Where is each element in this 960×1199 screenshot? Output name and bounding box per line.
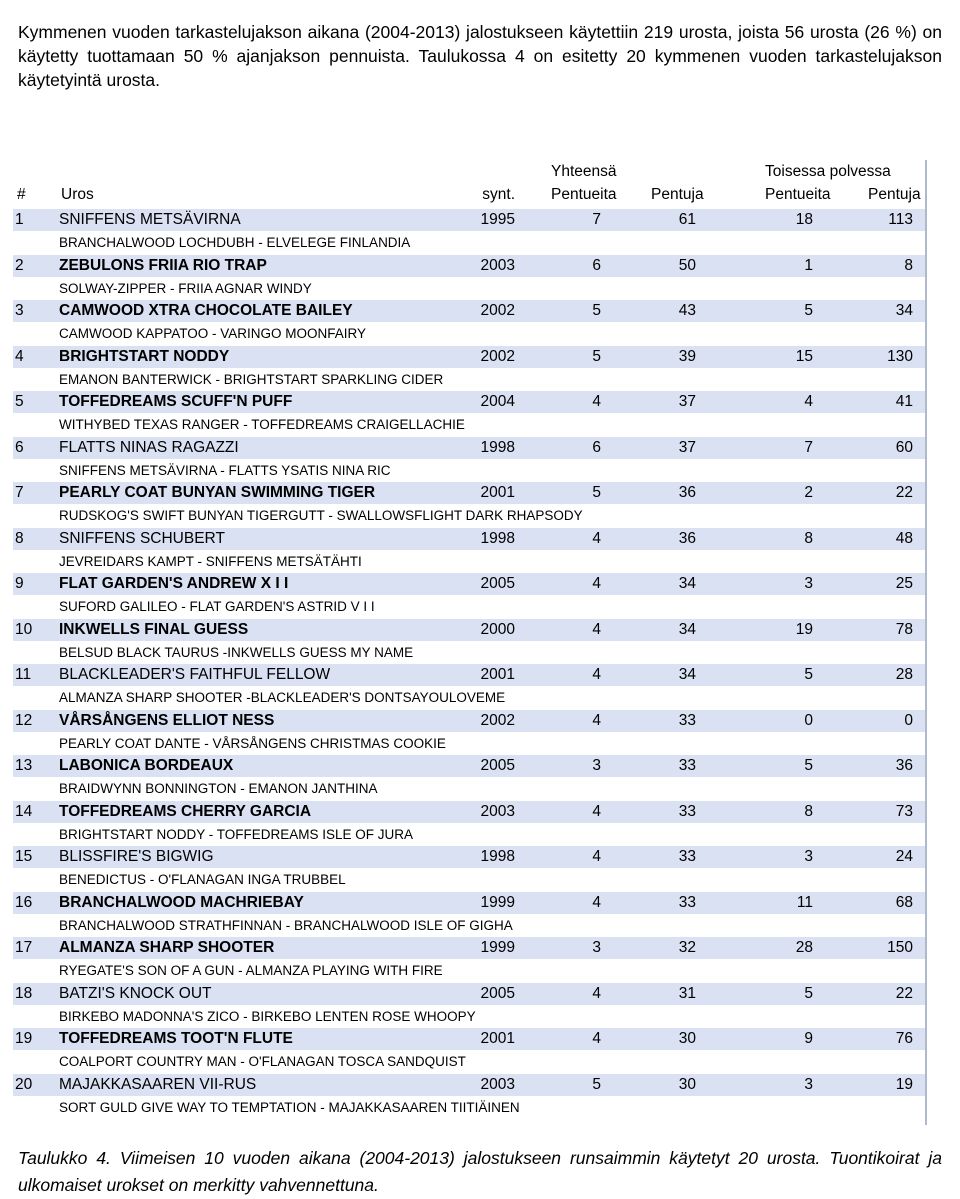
header-puppies: Pentuja bbox=[651, 186, 704, 203]
sire-name: PEARLY COAT BUNYAN SWIMMING TIGER bbox=[59, 484, 376, 501]
row-number: 13 bbox=[15, 757, 33, 774]
second-gen-litters: 15 bbox=[795, 347, 813, 365]
table-row bbox=[13, 1028, 925, 1074]
header-group-total: Yhteensä bbox=[551, 163, 617, 180]
second-gen-puppies: 25 bbox=[895, 575, 913, 592]
sire-name: TOFFEDREAMS SCUFF'N PUFF bbox=[59, 393, 293, 410]
row-number: 15 bbox=[15, 848, 33, 865]
sire-name: LABONICA BORDEAUX bbox=[59, 757, 234, 774]
row-number: 1 bbox=[15, 211, 24, 228]
second-gen-puppies: 36 bbox=[895, 757, 913, 774]
sire-line bbox=[13, 619, 925, 641]
second-gen-litters: 11 bbox=[796, 893, 813, 911]
total-puppies: 37 bbox=[678, 438, 696, 456]
sire-name: BRANCHALWOOD MACHRIEBAY bbox=[59, 893, 304, 911]
birth-year: 2004 bbox=[480, 393, 515, 410]
parents-line: BRANCHALWOOD STRATHFINNAN - BRANCHALWOOD ISLE OF GIGHA bbox=[59, 917, 513, 933]
total-puppies: 33 bbox=[678, 757, 696, 774]
row-number: 20 bbox=[15, 1075, 33, 1093]
sire-line bbox=[13, 983, 925, 1005]
second-gen-puppies: 48 bbox=[895, 529, 913, 547]
table-row bbox=[13, 300, 925, 346]
sire-line bbox=[13, 300, 925, 322]
row-number: 11 bbox=[15, 666, 32, 683]
total-puppies: 50 bbox=[678, 256, 696, 274]
second-gen-puppies: 60 bbox=[895, 438, 913, 456]
row-number: 14 bbox=[15, 802, 33, 820]
second-gen-puppies: 76 bbox=[895, 1030, 913, 1047]
second-gen-litters: 4 bbox=[804, 393, 813, 410]
total-litters: 4 bbox=[592, 666, 601, 683]
sire-name: MAJAKKASAAREN VII-RUS bbox=[59, 1075, 257, 1093]
total-puppies: 33 bbox=[678, 802, 696, 820]
birth-year: 2002 bbox=[480, 302, 515, 319]
total-litters: 4 bbox=[592, 1030, 601, 1047]
parents-line: JEVREIDARS KAMPT - SNIFFENS METSÄTÄHTI bbox=[59, 553, 362, 569]
birth-year: 2003 bbox=[480, 802, 515, 820]
second-gen-litters: 1 bbox=[804, 256, 813, 274]
birth-year: 1998 bbox=[480, 438, 515, 456]
header-litters: Pentueita bbox=[551, 186, 617, 203]
second-gen-litters: 9 bbox=[804, 1030, 813, 1047]
birth-year: 1995 bbox=[480, 211, 515, 228]
birth-year: 1999 bbox=[480, 939, 515, 956]
sire-name: INKWELLS FINAL GUESS bbox=[59, 620, 249, 638]
parents-line: RYEGATE'S SON OF A GUN - ALMANZA PLAYING WITH FIRE bbox=[59, 963, 443, 978]
sires-table bbox=[13, 160, 927, 1125]
header-born: synt. bbox=[482, 186, 515, 203]
row-number: 16 bbox=[15, 893, 33, 911]
sire-name: CAMWOOD XTRA CHOCOLATE BAILEY bbox=[59, 302, 353, 319]
parents-line: ALMANZA SHARP SHOOTER -BLACKLEADER'S DONTSAYOULOVEME bbox=[59, 690, 506, 705]
total-litters: 5 bbox=[592, 347, 601, 365]
total-litters: 4 bbox=[592, 575, 601, 592]
total-puppies: 37 bbox=[678, 393, 696, 410]
sire-line bbox=[13, 346, 925, 368]
table-row bbox=[13, 710, 925, 756]
second-gen-litters: 3 bbox=[804, 575, 813, 592]
total-litters: 3 bbox=[592, 939, 601, 956]
second-gen-puppies: 41 bbox=[895, 393, 913, 410]
total-litters: 4 bbox=[592, 529, 601, 547]
total-litters: 6 bbox=[592, 438, 601, 456]
birth-year: 2003 bbox=[480, 1075, 515, 1093]
total-puppies: 34 bbox=[678, 575, 696, 592]
row-number: 12 bbox=[15, 711, 33, 729]
row-number: 17 bbox=[15, 939, 33, 956]
total-puppies: 31 bbox=[678, 984, 696, 1002]
table-row bbox=[13, 346, 925, 392]
total-litters: 4 bbox=[592, 620, 601, 638]
second-gen-puppies: 28 bbox=[895, 666, 913, 683]
total-puppies: 34 bbox=[678, 620, 696, 638]
sire-name: TOFFEDREAMS CHERRY GARCIA bbox=[59, 802, 312, 820]
sire-line bbox=[13, 528, 925, 550]
second-gen-puppies: 8 bbox=[904, 256, 913, 274]
row-number: 7 bbox=[15, 484, 24, 501]
second-gen-puppies: 150 bbox=[887, 939, 913, 956]
sire-line bbox=[13, 664, 925, 686]
row-number: 18 bbox=[15, 984, 33, 1002]
second-gen-litters: 3 bbox=[804, 848, 813, 865]
intro-paragraph: Kymmenen vuoden tarkastelujakson aikana (2004-2013) jalostukseen käytettiin 219 urosta, joista 56 urosta (26 %) on käytetty tuottamaan 50 % ajanjakson pennuista. Taulukossa 4 on esitetty 20 kymmenen vuoden tarkastelujakson käytetyintä urosta. bbox=[18, 21, 942, 90]
second-gen-puppies: 68 bbox=[895, 893, 913, 911]
second-gen-litters: 5 bbox=[804, 666, 813, 683]
parents-line: BRAIDWYNN BONNINGTON - EMANON JANTHINA bbox=[59, 781, 378, 796]
parents-line: BELSUD BLACK TAURUS -INKWELLS GUESS MY NAME bbox=[59, 644, 414, 660]
sire-name: SNIFFENS METSÄVIRNA bbox=[59, 211, 241, 228]
table-row bbox=[13, 573, 925, 619]
total-puppies: 32 bbox=[678, 939, 696, 956]
birth-year: 2005 bbox=[480, 984, 515, 1002]
sire-line bbox=[13, 573, 925, 595]
total-puppies: 33 bbox=[678, 711, 696, 729]
birth-year: 2000 bbox=[480, 620, 515, 638]
table-row bbox=[13, 391, 925, 437]
table-row bbox=[13, 209, 925, 255]
sire-name: BLACKLEADER'S FAITHFUL FELLOW bbox=[59, 666, 331, 683]
table-row bbox=[13, 255, 925, 301]
row-number: 10 bbox=[15, 620, 33, 638]
parents-line: PEARLY COAT DANTE - VÅRSÅNGENS CHRISTMAS COOKIE bbox=[59, 735, 446, 751]
birth-year: 2001 bbox=[480, 1030, 515, 1047]
sire-name: FLAT GARDEN'S ANDREW X I I bbox=[59, 575, 289, 592]
second-gen-puppies: 24 bbox=[895, 848, 913, 865]
table-row bbox=[13, 755, 925, 801]
second-gen-litters: 5 bbox=[804, 984, 813, 1002]
table-row bbox=[13, 937, 925, 983]
second-gen-puppies: 0 bbox=[904, 711, 913, 729]
header-name: Uros bbox=[61, 186, 94, 203]
sire-name: BLISSFIRE'S BIGWIG bbox=[59, 848, 214, 865]
total-litters: 5 bbox=[592, 1075, 601, 1093]
sire-line bbox=[13, 892, 925, 914]
sire-line bbox=[13, 391, 925, 413]
total-puppies: 43 bbox=[678, 302, 696, 319]
sire-line bbox=[13, 209, 925, 231]
second-gen-puppies: 78 bbox=[895, 620, 913, 638]
total-litters: 7 bbox=[592, 211, 601, 228]
header-num: # bbox=[17, 186, 26, 203]
second-gen-litters: 8 bbox=[804, 802, 813, 820]
total-puppies: 39 bbox=[678, 347, 696, 365]
table-caption: Taulukko 4. Viimeisen 10 vuoden aikana (2004-2013) jalostukseen runsaimmin käytetyt 20 urosta. Tuontikoirat ja ulkomaiset urokset on merkitty vahvennettuna. bbox=[18, 1147, 942, 1195]
sire-name: BRIGHTSTART NODDY bbox=[59, 347, 230, 365]
parents-line: BRANCHALWOOD LOCHDUBH - ELVELEGE FINLANDIA bbox=[59, 235, 411, 250]
total-puppies: 33 bbox=[678, 848, 696, 865]
second-gen-puppies: 73 bbox=[895, 802, 913, 820]
row-number: 5 bbox=[15, 393, 24, 410]
sire-line bbox=[13, 710, 925, 732]
total-puppies: 34 bbox=[678, 666, 696, 683]
parents-line: BENEDICTUS - O'FLANAGAN INGA TRUBBEL bbox=[59, 872, 346, 887]
second-gen-litters: 2 bbox=[804, 484, 813, 501]
second-gen-litters: 18 bbox=[795, 211, 813, 228]
second-gen-litters: 3 bbox=[804, 1075, 813, 1093]
sire-line bbox=[13, 1028, 925, 1050]
second-gen-puppies: 22 bbox=[895, 984, 913, 1002]
second-gen-litters: 7 bbox=[804, 438, 813, 456]
parents-line: SOLWAY-ZIPPER - FRIIA AGNAR WINDY bbox=[59, 280, 312, 296]
sire-line bbox=[13, 937, 925, 959]
total-puppies: 33 bbox=[678, 893, 696, 911]
total-litters: 4 bbox=[592, 984, 601, 1002]
total-litters: 5 bbox=[592, 302, 601, 319]
table-row bbox=[13, 892, 925, 938]
row-number: 3 bbox=[15, 302, 24, 319]
row-number: 4 bbox=[15, 347, 24, 365]
parents-line: WITHYBED TEXAS RANGER - TOFFEDREAMS CRAIGELLACHIE bbox=[59, 417, 465, 432]
parents-line: CAMWOOD KAPPATOO - VARINGO MOONFAIRY bbox=[59, 326, 367, 341]
sire-name: TOFFEDREAMS TOOT'N FLUTE bbox=[59, 1030, 293, 1047]
header-puppies-second-gen: Pentuja bbox=[868, 186, 921, 203]
birth-year: 2001 bbox=[480, 666, 515, 683]
table-row bbox=[13, 846, 925, 892]
sire-name: FLATTS NINAS RAGAZZI bbox=[59, 438, 239, 456]
second-gen-litters: 0 bbox=[804, 711, 813, 729]
sire-name: ALMANZA SHARP SHOOTER bbox=[59, 939, 275, 956]
sire-line bbox=[13, 755, 925, 777]
table-row bbox=[13, 528, 925, 574]
row-number: 8 bbox=[15, 529, 24, 547]
table-row bbox=[13, 482, 925, 528]
total-litters: 4 bbox=[592, 893, 601, 911]
sire-line bbox=[13, 437, 925, 459]
row-number: 6 bbox=[15, 438, 24, 456]
second-gen-puppies: 130 bbox=[887, 347, 913, 365]
total-puppies: 61 bbox=[678, 211, 696, 228]
parents-line: SORT GULD GIVE WAY TO TEMPTATION - MAJAKKASAAREN TIITIÄINEN bbox=[59, 1099, 520, 1115]
second-gen-litters: 5 bbox=[804, 302, 813, 319]
birth-year: 2001 bbox=[480, 484, 515, 501]
total-litters: 4 bbox=[592, 848, 601, 865]
second-gen-puppies: 34 bbox=[895, 302, 913, 319]
parents-line: SUFORD GALILEO - FLAT GARDEN'S ASTRID V I I bbox=[59, 599, 375, 614]
birth-year: 2002 bbox=[480, 347, 515, 365]
total-puppies: 30 bbox=[678, 1075, 696, 1093]
birth-year: 1998 bbox=[480, 529, 515, 547]
parents-line: COALPORT COUNTRY MAN - O'FLANAGAN TOSCA SANDQUIST bbox=[59, 1054, 466, 1069]
parents-line: BRIGHTSTART NODDY - TOFFEDREAMS ISLE OF JURA bbox=[59, 826, 414, 842]
second-gen-litters: 8 bbox=[804, 529, 813, 547]
sire-line bbox=[13, 846, 925, 868]
total-litters: 6 bbox=[592, 256, 601, 274]
table-row bbox=[13, 619, 925, 665]
total-litters: 4 bbox=[592, 802, 601, 820]
row-number: 9 bbox=[15, 575, 24, 592]
sire-name: BATZI'S KNOCK OUT bbox=[59, 984, 212, 1002]
sire-name: ZEBULONS FRIIA RIO TRAP bbox=[59, 256, 267, 274]
table-row bbox=[13, 664, 925, 710]
sire-name: VÅRSÅNGENS ELLIOT NESS bbox=[59, 711, 275, 729]
row-number: 19 bbox=[15, 1030, 33, 1047]
second-gen-puppies: 22 bbox=[895, 484, 913, 501]
table-row bbox=[13, 1074, 925, 1120]
table-row bbox=[13, 801, 925, 847]
second-gen-puppies: 19 bbox=[895, 1075, 913, 1093]
total-litters: 4 bbox=[592, 711, 601, 729]
parents-line: RUDSKOG'S SWIFT BUNYAN TIGERGUTT - SWALLOWSFLIGHT DARK RHAPSODY bbox=[59, 508, 583, 523]
sire-line bbox=[13, 482, 925, 504]
birth-year: 2003 bbox=[480, 256, 515, 274]
birth-year: 2005 bbox=[480, 575, 515, 592]
birth-year: 1998 bbox=[480, 848, 515, 865]
table-row bbox=[13, 983, 925, 1029]
second-gen-litters: 5 bbox=[804, 757, 813, 774]
second-gen-puppies: 113 bbox=[888, 211, 913, 228]
parents-line: SNIFFENS METSÄVIRNA - FLATTS YSATIS NINA RIC bbox=[59, 462, 391, 478]
birth-year: 1999 bbox=[480, 893, 515, 911]
total-puppies: 36 bbox=[678, 484, 696, 501]
parents-line: EMANON BANTERWICK - BRIGHTSTART SPARKLING CIDER bbox=[59, 371, 444, 387]
sire-line bbox=[13, 801, 925, 823]
second-gen-litters: 19 bbox=[795, 620, 813, 638]
total-puppies: 30 bbox=[678, 1030, 696, 1047]
birth-year: 2005 bbox=[480, 757, 515, 774]
total-litters: 3 bbox=[592, 757, 601, 774]
sire-line bbox=[13, 1074, 925, 1096]
total-puppies: 36 bbox=[678, 529, 696, 547]
table-row bbox=[13, 437, 925, 483]
sire-line bbox=[13, 255, 925, 277]
header-group-second-gen: Toisessa polvessa bbox=[765, 163, 891, 180]
parents-line: BIRKEBO MADONNA'S ZICO - BIRKEBO LENTEN ROSE WHOOPY bbox=[59, 1008, 476, 1024]
header-litters-second-gen: Pentueita bbox=[765, 186, 831, 203]
birth-year: 2002 bbox=[480, 711, 515, 729]
second-gen-litters: 28 bbox=[795, 939, 813, 956]
row-number: 2 bbox=[15, 256, 24, 274]
sire-name: SNIFFENS SCHUBERT bbox=[59, 529, 225, 547]
total-litters: 4 bbox=[592, 393, 601, 410]
total-litters: 5 bbox=[592, 484, 601, 501]
